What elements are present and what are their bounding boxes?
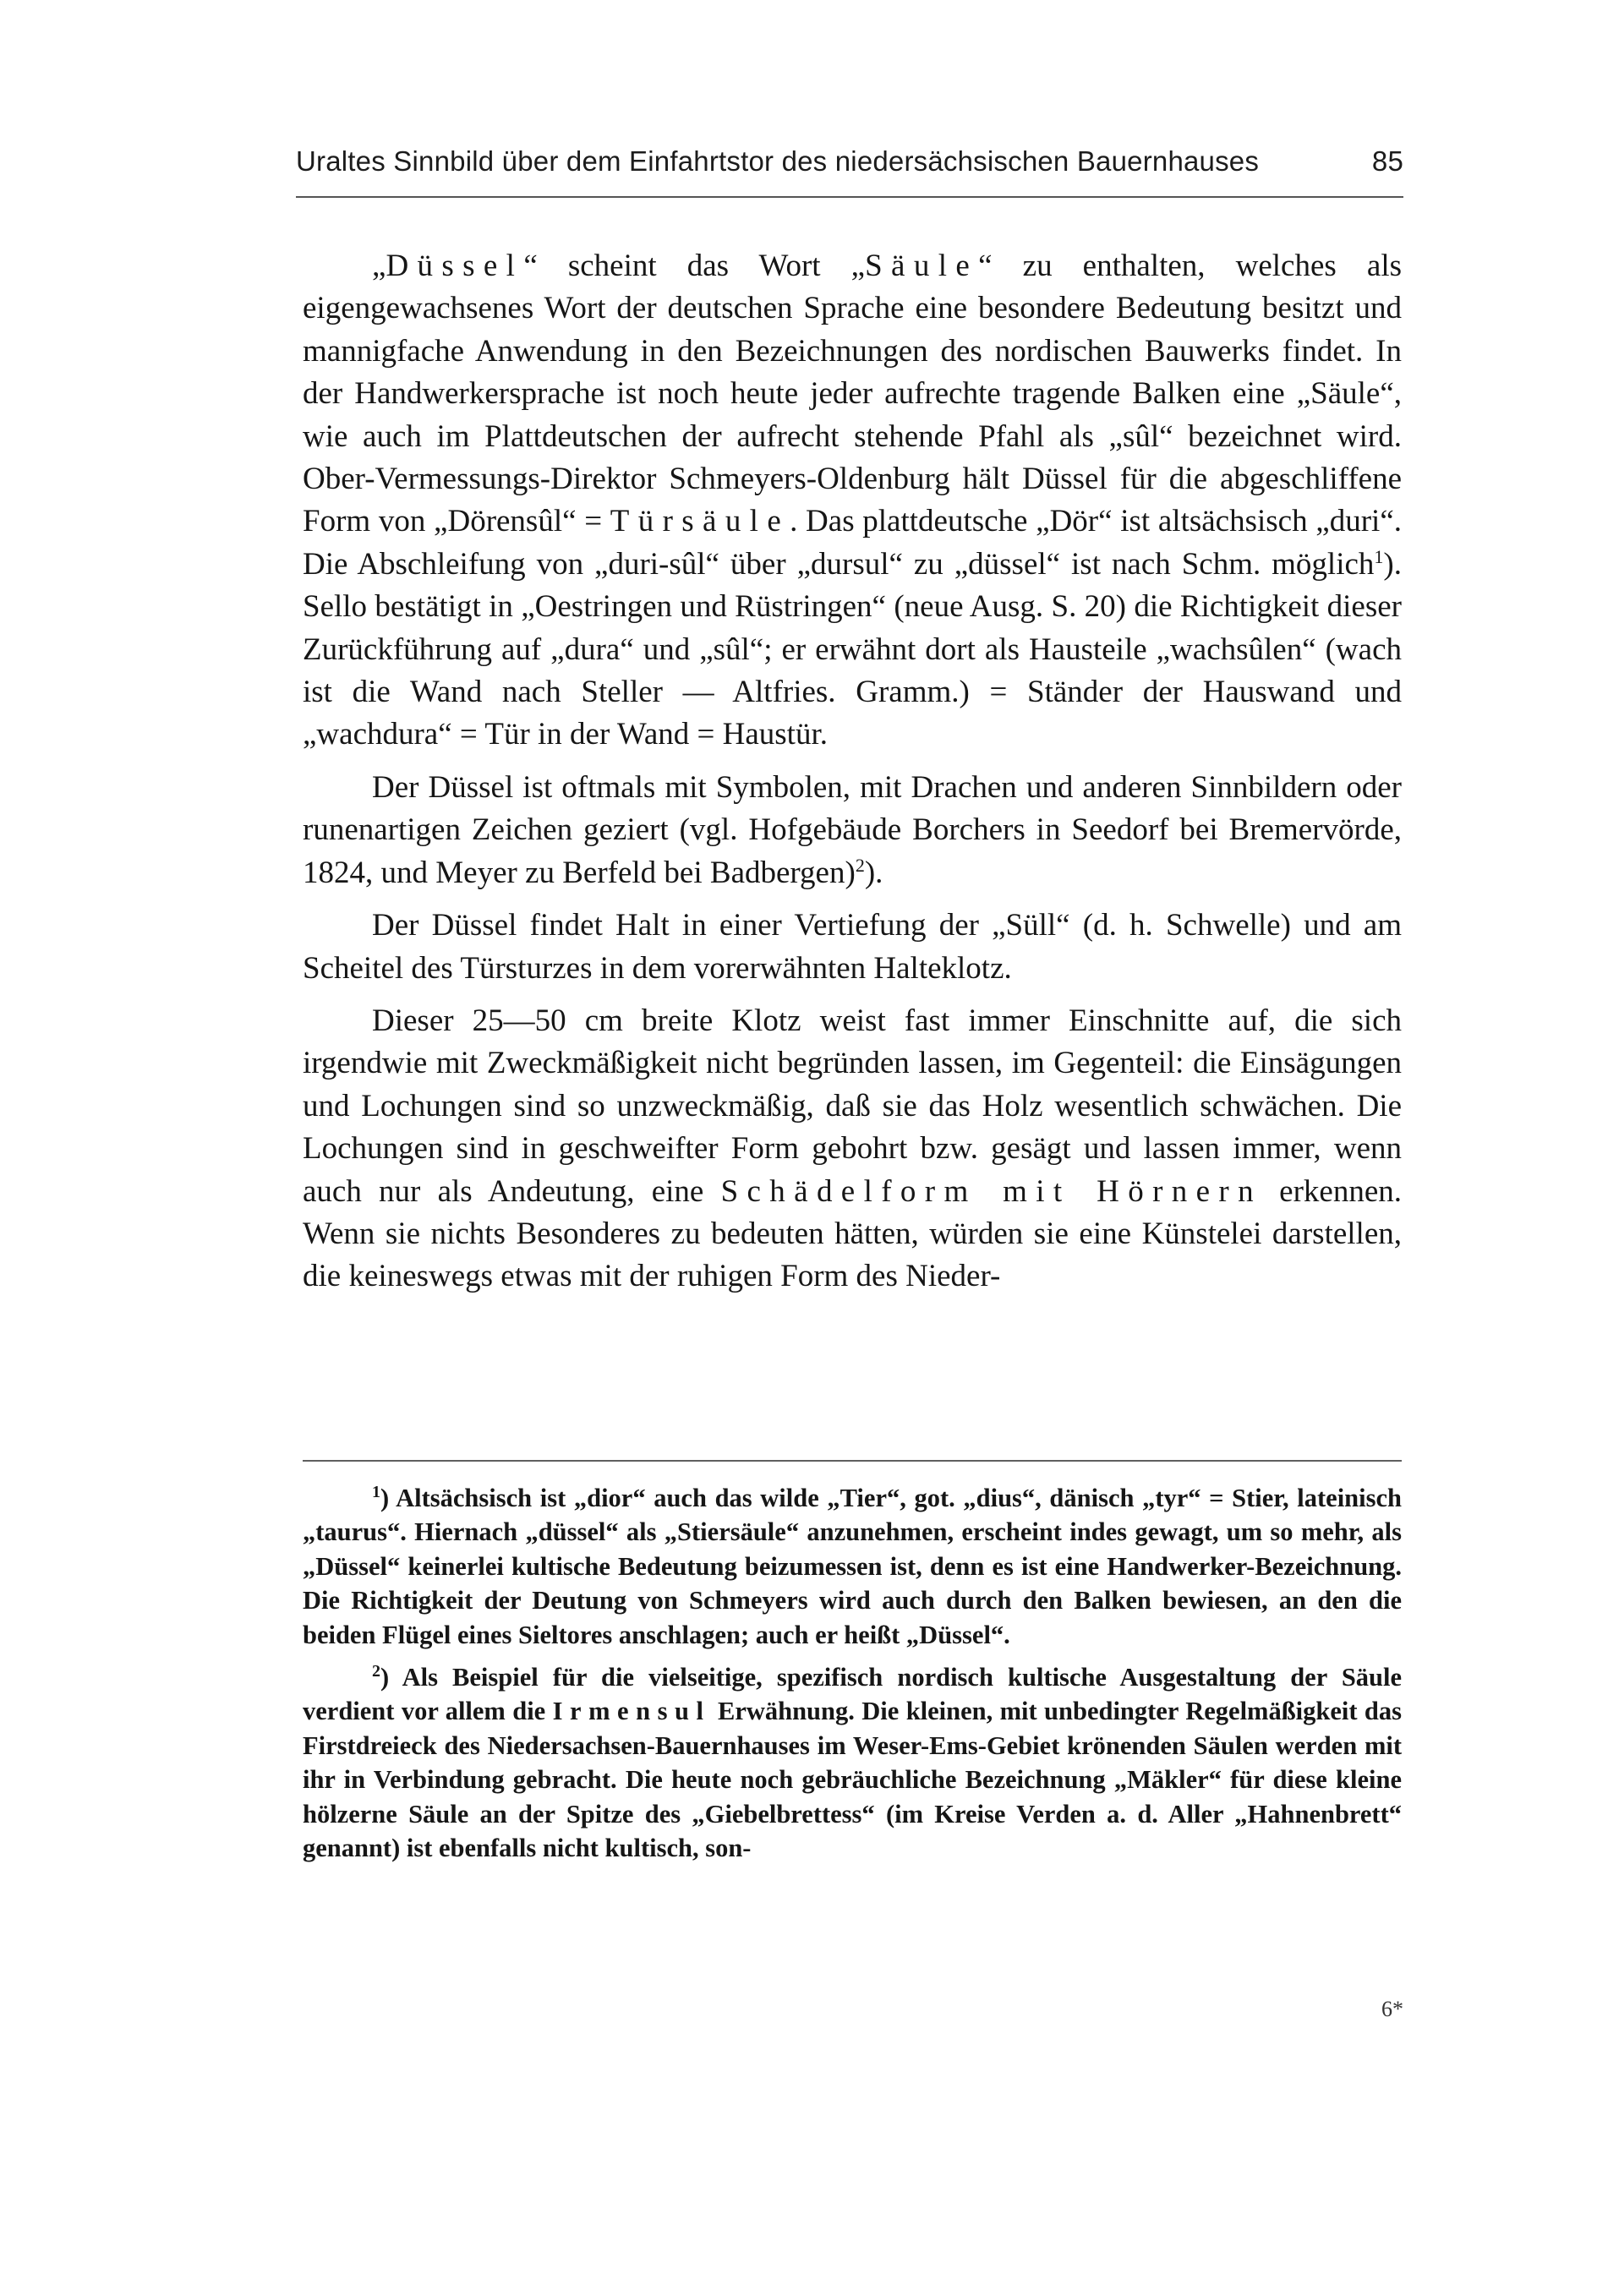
- text-run: Dieser 25—50 cm breite Klotz weist fast immer Einschnitte auf, die sich irgendwie mit Zweckmäßigkeit nicht begründen lassen, im Gegenteil: die Einsägungen und Lochungen sind so unzweckmäßig, daß sie das Holz wesentlich schwächen. Die Lochungen sind in geschweifter Form gebohrt bzw. gesägt und lassen immer, wenn auch nur als Andeutung, eine: [303, 1003, 1402, 1209]
- spaced-emphasis: Düssel: [386, 249, 524, 283]
- running-title: Uraltes Sinnbild über dem Einfahrtstor des niedersächsischen Bauernhauses: [296, 145, 1260, 177]
- paragraph: [303, 245, 1402, 757]
- spaced-emphasis: Irmensul: [552, 1697, 711, 1726]
- spaced-emphasis: Schädelform mit Hörnern: [720, 1173, 1262, 1209]
- text-run: erkennen. Wenn sie nichts Besonderes zu bedeuten hätten, würden sie eine Künstelei darstellen, die keineswegs etwas mit der ruhigen Form des Nieder-: [303, 1173, 1403, 1294]
- footnote: [303, 1481, 1402, 1652]
- paragraph: [303, 905, 1402, 990]
- text-run: Erwähnung. Die kleinen, mit unbedingter Regelmäßigkeit das Firstdreieck des Niedersachsen-Bauernhauses im Weser-Ems-Gebiet krönenden Säulen werden mit ihr in Verbindung gebracht. Die heute noch gebräuchliche Bezeichnung „Mäkler“ für diese kleine hölzerne Säule an der Spitze des „Giebelbrettess“ (im Kreise Verden a. d. Aller „Hahnenbrett“ genannt) ist ebenfalls nicht kultisch, son-: [303, 1697, 1402, 1863]
- paragraph: [303, 767, 1402, 894]
- page-number: 85: [1371, 145, 1403, 177]
- text-run: ) Altsächsisch ist „dior“ auch das wilde „Tier“, got. „dius“, dänisch „tyr“ = Stier, lateinisch „taurus“. Hiernach „düssel“ als „Stiersäule“ anzunehmen, erscheint indes gewagt, um so mehr, als „Düssel“ keinerlei kultische Bedeutung beizumessen ist, denn es ist eine Handwerker-Bezeichnung. Die Richtigkeit der Deutung von Schmeyers wird auch durch den Balken bewiesen, an den die beiden Flügel eines Sieltores anschlagen; auch er heißt „Düssel“.: [303, 1484, 1402, 1649]
- footnotes: [303, 1481, 1402, 1873]
- paragraph: [303, 1000, 1402, 1298]
- text-run: „: [372, 249, 386, 283]
- text-run: “ scheint das Wort „: [523, 249, 866, 283]
- text-run: “ zu enthalten, welches als eigengewachsenes Wort der deutschen Sprache eine besondere Bedeutung besitzt und mannigfache Anwendung in den Bezeichnungen des nordischen Bauwerks findet. In der Handwerkersprache ist noch heute jeder aufrechte tragende Balken eine „Säule“, wie auch im Plattdeutschen der aufrecht stehende Pfahl als „sûl“ bezeichnet wird. Ober-Vermessungs-Direktor Schmeyers-Oldenburg hält Düssel für die abgeschliffene Form von „Dörensûl“ =: [303, 249, 1402, 539]
- header-rule: [296, 196, 1403, 198]
- text-run: ) Als Beispiel für die vielseitige, spezifisch nordisch kultische Ausgestaltung der Säule verdient vor allem die: [303, 1663, 1402, 1726]
- text-run: . Das plattdeutsche „Dör“ ist altsächsisch „duri“. Die Abschleifung von „duri-sûl“ über „dursul“ zu „düssel“ ist nach Schm. möglich: [303, 504, 1402, 582]
- footnote-marker: 1: [1374, 545, 1384, 567]
- spaced-emphasis: Türsäule: [610, 504, 790, 539]
- footnote: [303, 1660, 1402, 1865]
- spaced-emphasis: Säule: [865, 249, 979, 283]
- footnote-separator: [303, 1460, 1402, 1462]
- main-text: [303, 245, 1402, 1309]
- signature-mark: 6*: [1381, 1997, 1403, 2021]
- footnote-marker: 2: [855, 854, 865, 876]
- running-header: [296, 145, 1403, 189]
- text-run: Der Düssel findet Halt in einer Vertiefung der „Süll“ (d. h. Schwelle) und am Scheitel des Türsturzes in dem vorerwähnten Halteklotz.: [303, 908, 1402, 986]
- text-run: ). Sello bestätigt in „Oestringen und Rüstringen“ (neue Ausg. S. 20) die Richtigkeit dieser Zurückführung auf „dura“ und „sûl“; er erwähnt dort als Hausteile „wachsûlen“ (wach ist die Wand nach Steller — Altfries. Gramm.) = Ständer der Hauswand und „wachdura“ = Tür in der Wand = Haustür.: [303, 546, 1402, 752]
- text-run: ).: [864, 855, 883, 890]
- footnote-marker: 2: [372, 1662, 380, 1681]
- text-run: Der Düssel ist oftmals mit Symbolen, mit Drachen und anderen Sinnbildern oder runenartigen Zeichen geziert (vgl. Hofgebäude Borchers in Seedorf bei Bremervörde, 1824, und Meyer zu Berfeld bei Badbergen): [303, 769, 1402, 890]
- footnote-marker: 1: [372, 1483, 380, 1501]
